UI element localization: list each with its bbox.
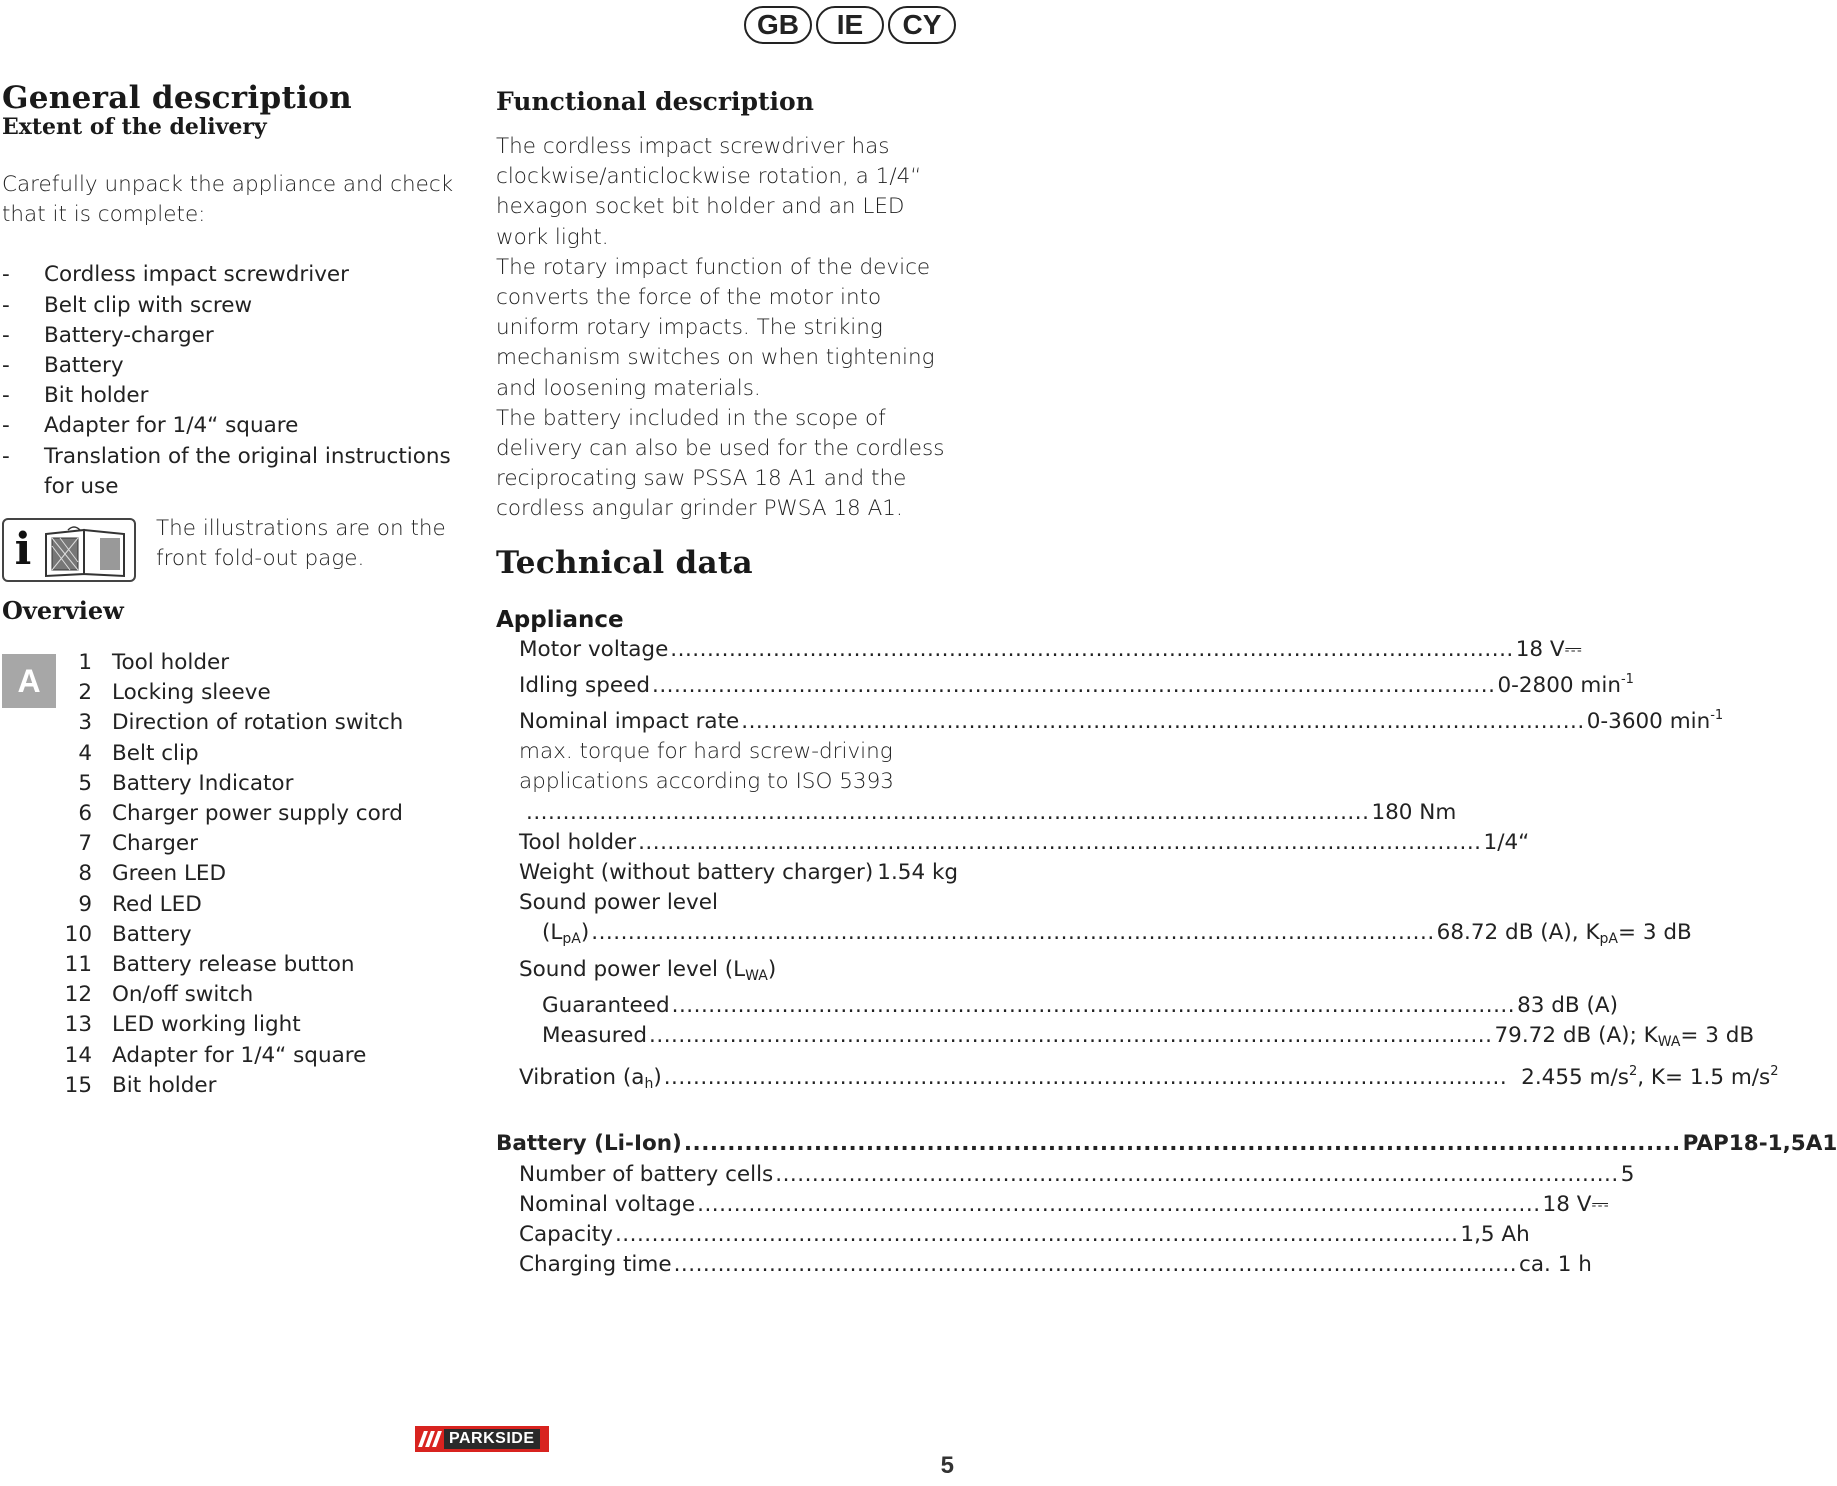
list-item: 11 Battery release button — [64, 952, 355, 978]
subtitle-extent-of-delivery: Extent of the delivery — [2, 114, 267, 140]
country-badges — [744, 6, 956, 44]
list-item: - Bit holder — [2, 383, 149, 409]
section-title-general: General description — [2, 80, 352, 116]
list-item: 8 Green LED — [78, 861, 227, 887]
list-item: 10 Battery — [64, 921, 192, 947]
list-item: 6 Charger power supply cord — [78, 801, 403, 827]
overview-section — [2, 648, 472, 1101]
country-badge-gb: GB — [744, 6, 812, 44]
info-note — [2, 516, 472, 582]
figure-label-a: A — [2, 654, 56, 708]
spec-capacity: Capacity ..... 1,5 Ah — [496, 1220, 958, 1250]
spec-tool-holder: Tool holder ..... 1/4“ — [496, 828, 958, 858]
parkside-logo — [415, 1426, 549, 1452]
list-item: - Belt clip with screw — [2, 292, 253, 318]
battery-model: PAP18-1,5A1 — [1682, 1131, 1837, 1157]
spec-cells: Number of battery cells ..... 5 — [496, 1160, 958, 1190]
list-item: 13 LED working light — [64, 1012, 301, 1038]
left-column — [2, 78, 472, 1101]
section-title-functional: Functional description — [496, 87, 814, 116]
spec-vibration: Vibration $(a_h)$ ..... 2.455 $m/s^2$, K= 1.5 $m/s^2$ — [496, 1057, 958, 1099]
list-item: 1 Tool holder — [78, 650, 230, 676]
spec-nominal-voltage: Nominal voltage ..... 18 V⎓ — [496, 1190, 958, 1220]
delivery-list — [2, 260, 472, 502]
info-icon: i — [2, 518, 136, 582]
spec-lwa: Sound power level $(L_{WA})$ — [519, 956, 777, 984]
spec-lpa: $(L_{pA})$ ..... 68.72 dB (A), $K_{pA}= 3$ dB — [496, 918, 958, 954]
list-item: - Battery-charger — [2, 322, 214, 348]
info-note-text: The illustrations are on the front fold-out page. — [156, 516, 446, 572]
spec-charging-time: Charging time ..... ca. 1 h — [496, 1250, 958, 1280]
list-item: 9 Red LED — [78, 891, 202, 917]
intro-text: Carefully unpack the appliance and check that it is complete: — [2, 172, 454, 228]
spec-measured: Measured ..... 79.72 dB (A); $K_{WA}= 3$ dB — [496, 1021, 958, 1057]
section-title-technical: Technical data — [496, 544, 753, 581]
list-item: 5 Battery Indicator — [78, 770, 294, 796]
page-number: 5 — [940, 1452, 954, 1479]
list-item: - Battery — [2, 353, 124, 379]
functional-paragraph-3: The battery included in the scope of delivery can also be used for the cordless reciprocating saw PSSA 18 A1 and the cordless angular grinder PWSA 18 A1. — [496, 405, 945, 522]
list-item: 14 Adapter for 1/4“ square — [64, 1042, 367, 1068]
logo-text: PARKSIDE — [444, 1429, 540, 1449]
battery-title-row — [496, 1129, 1837, 1159]
right-column — [496, 78, 1837, 1281]
overview-list — [58, 648, 403, 1101]
list-item: 3 Direction of rotation switch — [78, 710, 404, 736]
spec-idling-speed: Idling speed ..... 0-2800 $\min^{-1}$ — [496, 665, 958, 701]
list-item: 7 Charger — [78, 831, 198, 857]
list-item: - Cordless impact screwdriver — [2, 262, 349, 288]
list-item: - Adapter for 1/4“ square — [2, 413, 299, 439]
appliance-title: Appliance — [496, 606, 624, 633]
spec-motor-voltage: Motor voltage ..... 18 V⎓ — [496, 635, 958, 665]
spec-torque-label: max. torque for hard screw-driving applications according to ISO 5393 — [519, 739, 894, 795]
country-badge-ie: IE — [816, 6, 884, 44]
logo-stripes-icon — [421, 1431, 439, 1447]
country-badge-cy: CY — [888, 6, 956, 44]
list-item: 2 Locking sleeve — [78, 680, 271, 706]
battery-title: Battery (Li-Ion) — [496, 1131, 682, 1157]
list-item: - Translation of the original instructions for use — [2, 443, 451, 499]
list-item: 12 On/off switch — [64, 982, 254, 1008]
overview-title: Overview — [2, 596, 124, 626]
spec-sound-power-level: Sound power level — [519, 890, 718, 916]
spec-guaranteed: Guaranteed ..... 83 dB (A) — [496, 991, 958, 1021]
functional-paragraph-2: The rotary impact function of the device converts the force of the motor into uniform rotary impacts. The striking mechanism switches on when tightening and loosening materials. — [496, 254, 935, 401]
spec-impact-rate: Nominal impact rate ..... 0-3600 $\min^{-1}$ — [496, 701, 958, 737]
spec-weight: Weight (without battery charger) 1.54 kg — [519, 860, 959, 886]
functional-paragraph-1: The cordless impact screwdriver has clockwise/anticlockwise rotation, a 1/4“ hexagon socket bit holder and an LED work light. — [496, 134, 922, 250]
list-item: 15 Bit holder — [64, 1072, 217, 1098]
list-item: 4 Belt clip — [78, 740, 199, 766]
spec-torque-value: ..... 180 Nm — [496, 798, 958, 828]
